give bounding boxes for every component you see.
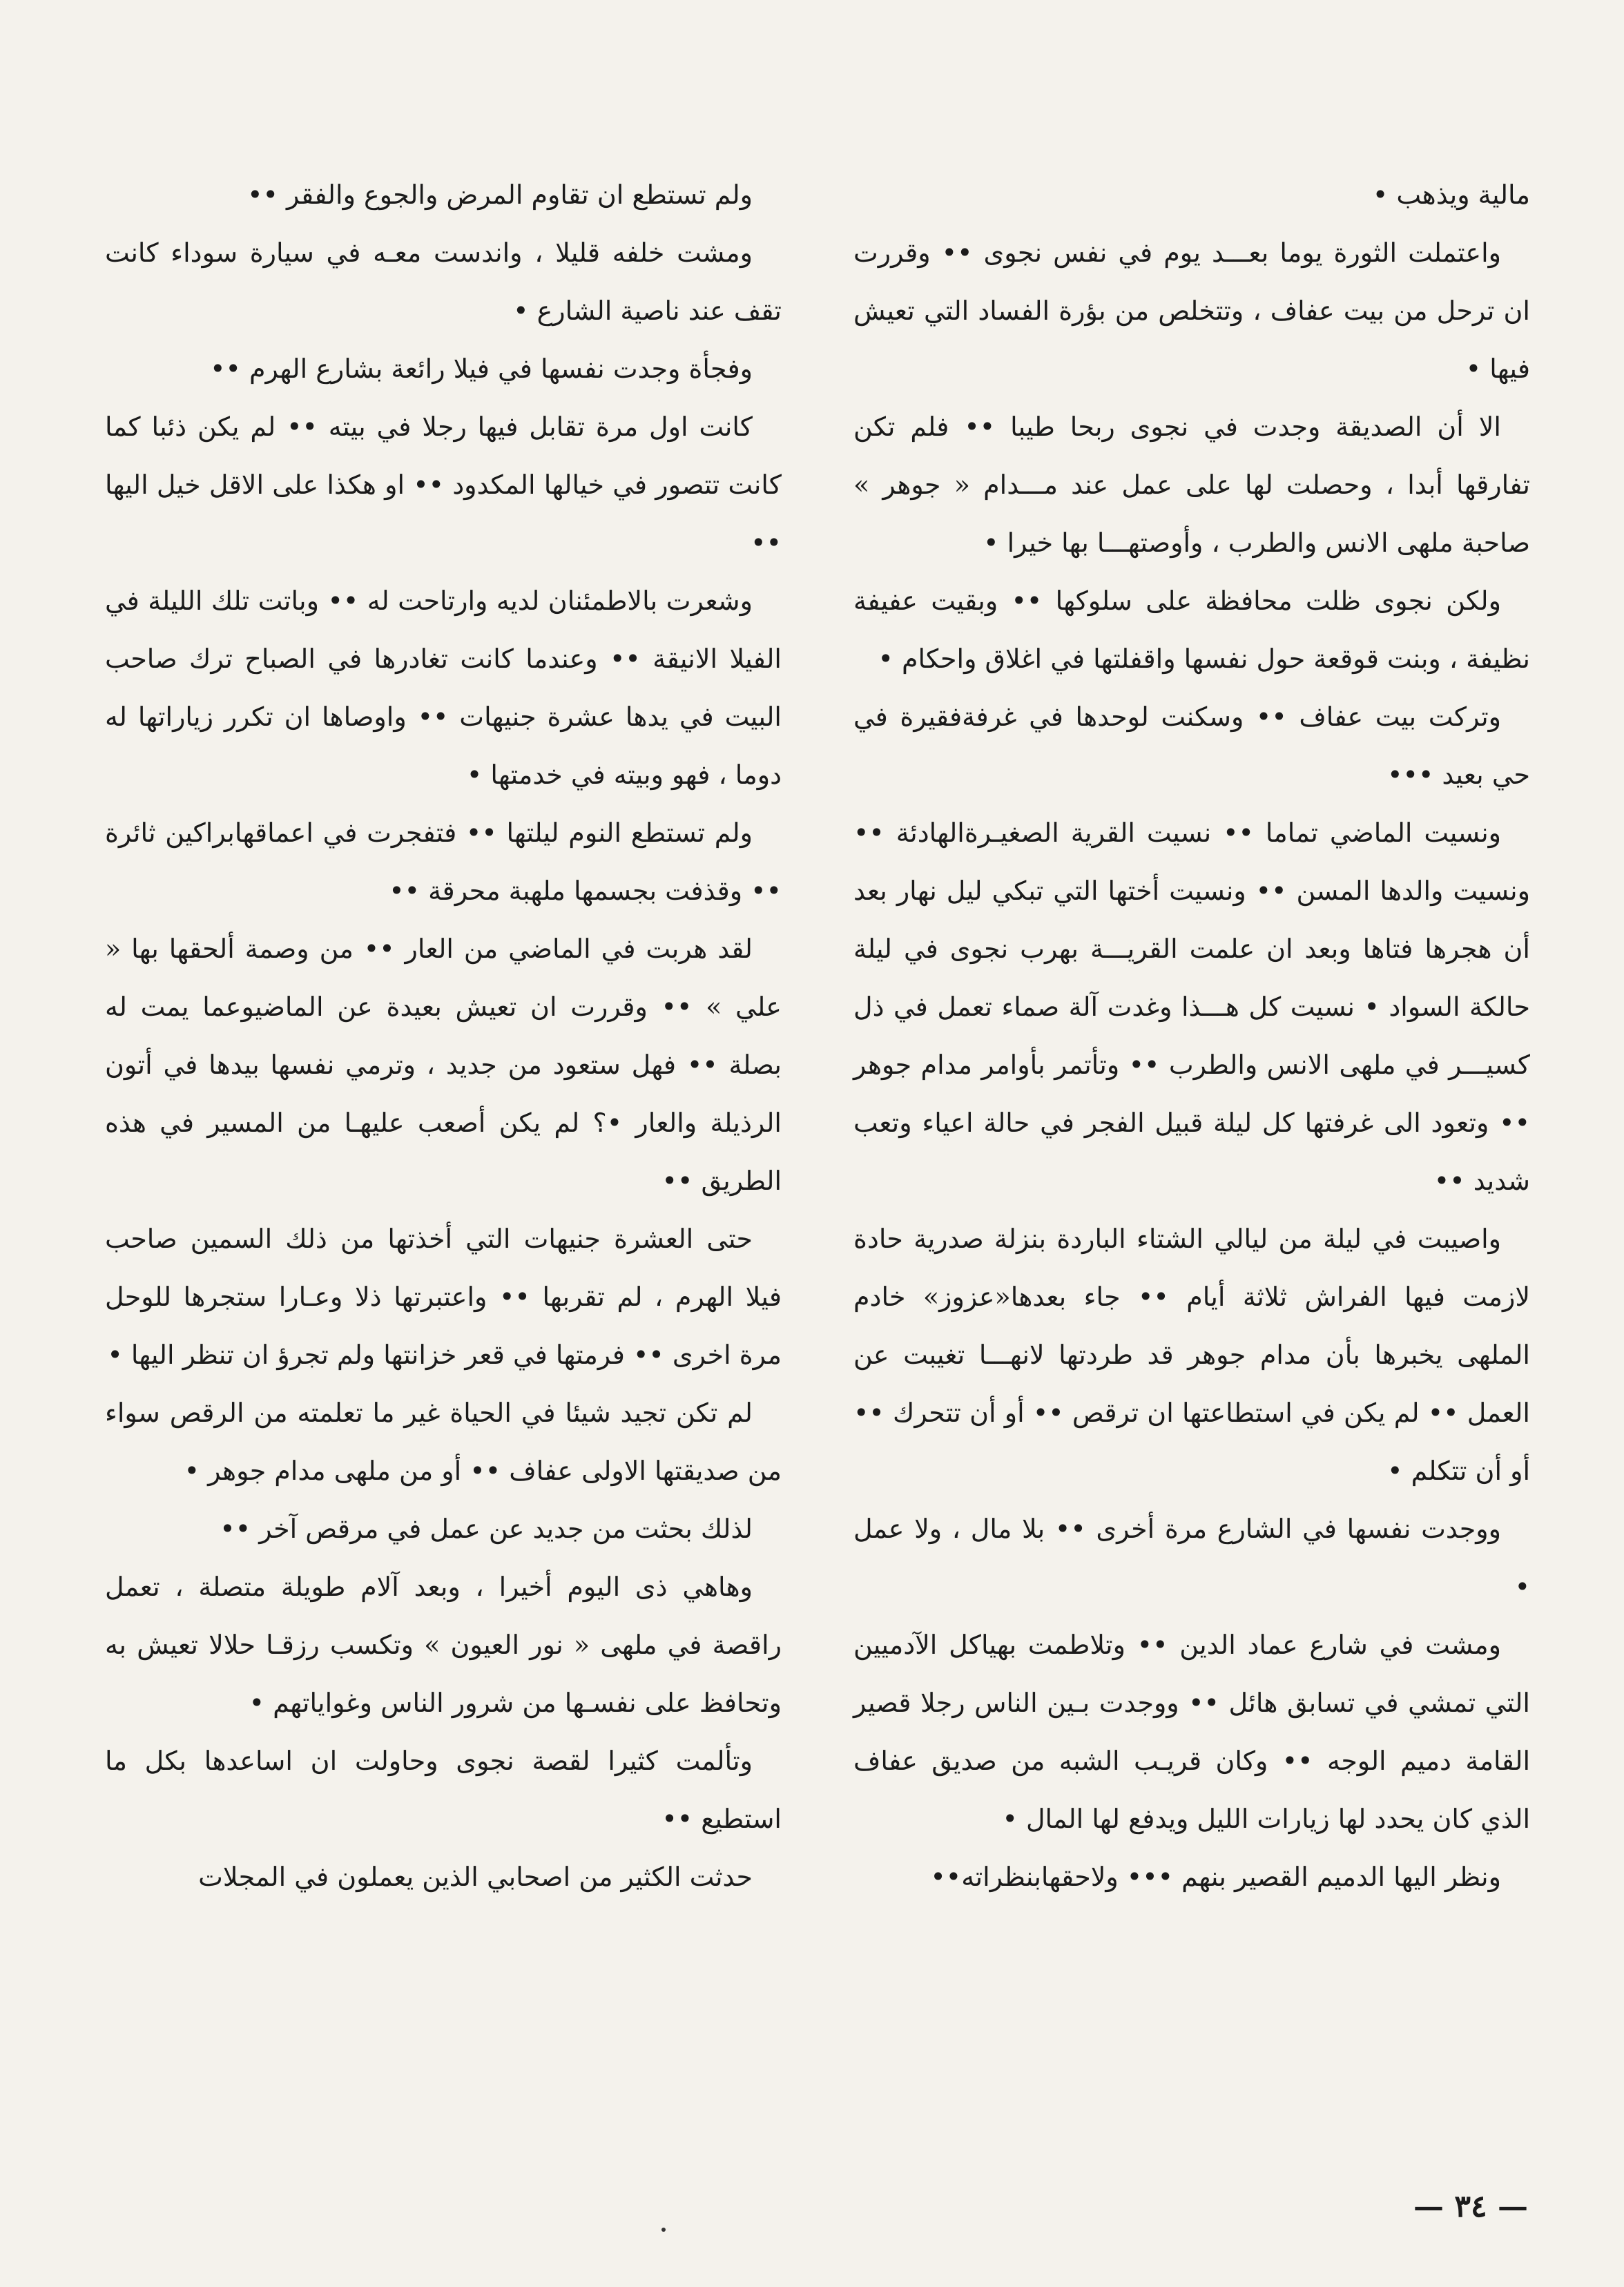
paragraph: واعتملت الثورة يوما بعـــد يوم في نفس نجوى •• وقررت ان ترحل من بيت عفاف ، وتتخلص من بؤرة الفساد التي تعيش فيها • — [853, 238, 1530, 384]
paragraph: ومشت خلفه قليلا ، واندست معـه في سيارة سوداء كانت تقف عند ناصية الشارع • — [105, 238, 782, 326]
paragraph: ولكن نجوى ظلت محافظة على سلوكها •• وبقيت عفيفة نظيفة ، وبنت قوقعة حول نفسها واقفلتها في اغلاق واحكام • — [853, 586, 1530, 674]
paragraph: وفجأة وجدت نفسها في فيلا رائعة بشارع الهرم •• — [210, 354, 753, 384]
paragraph: وتألمت كثيرا لقصة نجوى وحاولت ان اساعدها بكل ما استطيع •• — [105, 1746, 782, 1834]
paragraph: حتى العشرة جنيهات التي أخذتها من ذلك السمين صاحب فيلا الهرم ، لم تقربها •• واعتبرتها ذلا وعـارا ستجرها للوحل مرة اخرى •• فرمتها في قعر خزانتها ولم تجرؤ ان تنظر اليها • — [105, 1224, 782, 1370]
paragraph: واصيبت في ليلة من ليالي الشتاء الباردة بنزلة صدرية حادة لازمت فيها الفراش ثلاثة أيام •• جاء بعدها«عزوز» خادم الملهى يخبرها بأن مدام جوهر قد طردتها لانهـــا تغيبت عن العمل •• لم يكن في استطاعتها ان ترقص •• أو أن تتحرك •• أو أن تتكلم • — [853, 1224, 1530, 1486]
left-text-column — [105, 166, 782, 1906]
paragraph: ولم تستطع النوم ليلتها •• فتفجرت في اعماقهابراكين ثائرة •• وقذفت بجسمها ملهبة محرقة •• — [105, 818, 782, 906]
page-number: — ٣٤ — — [1413, 2189, 1528, 2224]
paragraph: ولم تستطع ان تقاوم المرض والجوع والفقر •• — [247, 180, 753, 210]
paragraph: لقد هربت في الماضي من العار •• من وصمة ألحقها بها « علي » •• وقررت ان تعيش بعيدة عن الماضيوعما يمت له بصلة •• فهل ستعود من جديد ، وترمي نفسها بيدها في أتون الرذيلة والعار •؟ لم يكن أصعب عليهـا من المسير في هذه الطريق •• — [105, 934, 782, 1196]
paragraph: وتركت بيت عفاف •• وسكنت لوحدها في غرفةفقيرة في حي بعيد ••• — [853, 702, 1530, 790]
paragraph: وشعرت بالاطمئنان لديه وارتاحت له •• وباتت تلك الليلة في الفيلا الانيقة •• وعندما كانت تغادرها في الصباح ترك صاحب البيت في يدها عشرة جنيهات •• واوصاها ان تكرر زياراتها له دوما ، فهو وبيته في خدمتها • — [105, 586, 782, 790]
paragraph: كانت اول مرة تقابل فيها رجلا في بيته •• لم يكن ذئبا كما كانت تتصور في خيالها المكدود •• او هكذا على الاقل خيل اليها •• — [105, 412, 782, 558]
paragraph: ومشت في شارع عماد الدين •• وتلاطمت بهياكل الآدميين التي تمشي في تسابق هائل •• ووجدت بـين الناس رجلا قصير القامة دميم الوجه •• وكان قريـب الشبه من صديق عفاف الذي كان يحدد لها زيارات الليل ويدفع لها المال • — [853, 1630, 1530, 1834]
paragraph: الا أن الصديقة وجدت في نجوى ربحا طيبا •• فلم تكن تفارقها أبدا ، وحصلت لها على عمل عند مـــدام « جوهر » صاحبة ملهى الانس والطرب ، وأوصتهـــا بها خيرا • — [853, 412, 1530, 558]
paragraph: حدثت الكثير من اصحابي الذين يعملون في المجلات — [198, 1862, 753, 1892]
paragraph: ونظر اليها الدميم القصير بنهم ••• ولاحقهابنظراته•• — [930, 1862, 1501, 1892]
paragraph: ونسيت الماضي تماما •• نسيت القرية الصغيـرةالهادئة •• ونسيت والدها المسن •• ونسيت أختها التي تبكي ليل نهار بعد أن هجرها فتاها وبعد ان علمت القريـــة بهرب نجوى في ليلة حالكة السواد • نسيت كل هـــذا وغدت آلة صماء تعمل في ذل كسيـــر في ملهى الانس والطرب •• وتأتمر بأوامر مدام جوهر •• وتعود الى غرفتها كل ليلة قبيل الفجر في حالة اعياء وتعب شديد •• — [853, 818, 1530, 1196]
paragraph: ووجدت نفسها في الشارع مرة أخرى •• بلا مال ، ولا عمل • — [853, 1514, 1530, 1602]
print-speck — [661, 2228, 666, 2232]
right-text-column — [853, 166, 1530, 1906]
paragraph: لم تكن تجيد شيئا في الحياة غير ما تعلمته من الرقص سواء من صديقتها الاولى عفاف •• أو من ملهى مدام جوهر • — [105, 1398, 782, 1486]
paragraph: مالية ويذهب • — [1372, 180, 1530, 210]
paragraph: لذلك بحثت من جديد عن عمل في مرقص آخر •• — [220, 1514, 753, 1544]
paragraph: وهاهي ذى اليوم أخيرا ، وبعد آلام طويلة متصلة ، تعمل راقصة في ملهى « نور العيون » وتكسب رزقـا حلالا تعيش به وتحافظ على نفسـها من شرور الناس وغواياتهم • — [105, 1572, 782, 1718]
